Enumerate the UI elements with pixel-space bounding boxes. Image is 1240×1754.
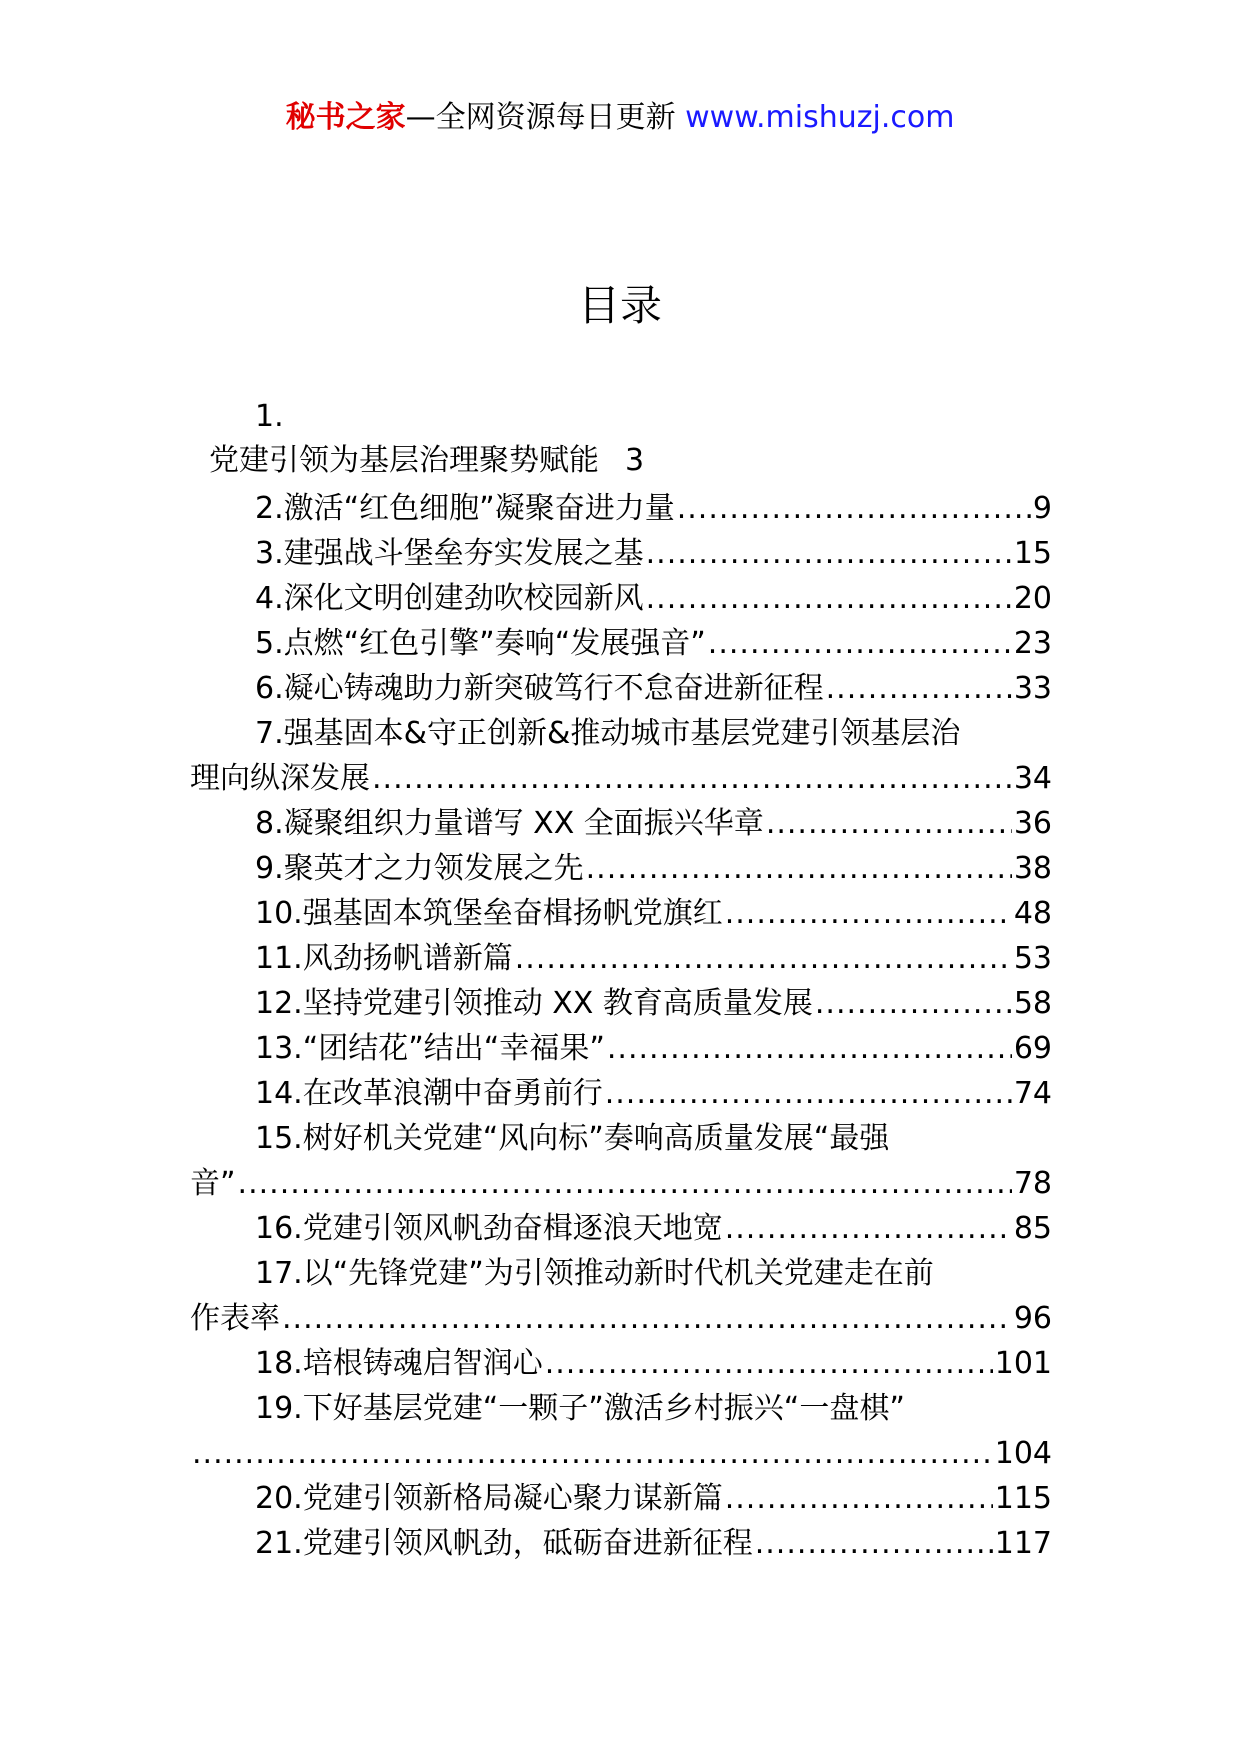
toc-dot-leader bbox=[755, 1521, 993, 1566]
toc-dot-leader bbox=[192, 1431, 993, 1476]
toc-entry-line bbox=[190, 711, 1052, 756]
toc-entry[interactable] bbox=[190, 981, 1052, 1026]
site-url-link[interactable]: www.mishuzj.com bbox=[685, 100, 955, 135]
toc-entry-title: 11.风劲扬帆谱新篇 bbox=[255, 941, 513, 976]
site-header bbox=[0, 98, 1240, 138]
toc-entry-title: 8.凝聚组织力量谱写 XX 全面振兴华章 bbox=[255, 806, 764, 841]
toc-entry-title: 14.在改革浪潮中奋勇前行 bbox=[255, 1076, 603, 1111]
toc-dot-leader bbox=[646, 531, 1012, 576]
toc-dot-leader bbox=[372, 756, 1012, 801]
toc-entry-title: 13.“团结花”结出“幸福果” bbox=[255, 1031, 605, 1066]
toc-entry[interactable] bbox=[190, 1206, 1052, 1251]
toc-entry-1-title: 党建引领为基层治理聚势赋能 bbox=[209, 443, 599, 478]
toc-entry-page: 20 bbox=[1013, 581, 1052, 616]
toc-entry[interactable] bbox=[190, 1521, 1052, 1566]
toc-dot-leader bbox=[826, 666, 1012, 711]
toc-entry-line bbox=[190, 1161, 1052, 1206]
toc-dot-leader bbox=[725, 1476, 993, 1521]
toc-entry-title: 18.培根铸魂启智润心 bbox=[255, 1346, 543, 1381]
toc-entry-line bbox=[190, 1251, 1052, 1296]
toc-entry[interactable] bbox=[190, 1071, 1052, 1116]
toc-entry-line bbox=[190, 891, 1052, 936]
toc-dot-leader bbox=[607, 1026, 1012, 1071]
toc-entry-title: 4.深化文明创建劲吹校园新风 bbox=[255, 581, 644, 616]
toc-dot-leader bbox=[725, 891, 1012, 936]
toc-entry-page: 53 bbox=[1013, 941, 1052, 976]
toc-entry[interactable] bbox=[190, 531, 1052, 576]
brand-name: 秘书之家 bbox=[285, 100, 406, 135]
toc-entry-line bbox=[190, 621, 1052, 666]
toc-entry-title: 10.强基固本筑堡垒奋楫扬帆党旗红 bbox=[255, 896, 723, 931]
toc-entry-line bbox=[190, 936, 1052, 981]
toc-entry-page: 58 bbox=[1013, 986, 1052, 1021]
toc-entry-title: 12.坚持党建引领推动 XX 教育高质量发展 bbox=[255, 986, 813, 1021]
toc-entry[interactable] bbox=[190, 1251, 1052, 1341]
toc-entry-page: 101 bbox=[994, 1346, 1052, 1381]
toc-entry-page: 115 bbox=[994, 1481, 1052, 1516]
toc-entry-line bbox=[190, 1386, 1052, 1431]
toc-entry-title: 理向纵深发展 bbox=[190, 761, 370, 796]
toc-entry-page: 69 bbox=[1013, 1031, 1052, 1066]
toc-entry-list bbox=[190, 486, 1052, 1566]
toc-entry-title: 2.激活“红色细胞”凝聚奋进力量 bbox=[255, 491, 675, 526]
toc-dot-leader bbox=[605, 1071, 1012, 1116]
toc-entry-title: 3.建强战斗堡垒夯实发展之基 bbox=[255, 536, 644, 571]
toc-entry-line bbox=[190, 1071, 1052, 1116]
toc-entry-page: 33 bbox=[1013, 671, 1052, 706]
toc-entry-page: 48 bbox=[1013, 896, 1052, 931]
toc-entry-page: 9 bbox=[1032, 491, 1052, 526]
toc-entry-title: 音” bbox=[190, 1166, 236, 1201]
toc-entry-line bbox=[190, 1296, 1052, 1341]
toc-entry-title: 5.点燃“红色引擎”奏响“发展强音” bbox=[255, 626, 706, 661]
toc-entry-1-number[interactable]: 1. bbox=[255, 399, 284, 434]
toc-entry-title: 6.凝心铸魂助力新突破笃行不怠奋进新征程 bbox=[255, 671, 824, 706]
toc-entry-line bbox=[190, 801, 1052, 846]
toc-entry-title: 9.聚英才之力领发展之先 bbox=[255, 851, 584, 886]
toc-entry-title: 19.下好基层党建“一颗子”激活乡村振兴“一盘棋” bbox=[255, 1391, 905, 1426]
toc-dot-leader bbox=[677, 486, 1031, 531]
toc-entry-line bbox=[190, 531, 1052, 576]
toc-entry-page: 104 bbox=[994, 1436, 1052, 1471]
toc-entry[interactable] bbox=[190, 1476, 1052, 1521]
toc-entry[interactable] bbox=[190, 621, 1052, 666]
toc-entry[interactable] bbox=[190, 711, 1052, 801]
toc-entry-page: 38 bbox=[1013, 851, 1052, 886]
toc-entry-line bbox=[190, 1116, 1052, 1161]
toc-entry-title: 16.党建引领风帆劲奋楫逐浪天地宽 bbox=[255, 1211, 723, 1246]
toc-entry-1[interactable] bbox=[190, 437, 1052, 484]
toc-dot-leader bbox=[238, 1161, 1012, 1206]
toc-entry-line bbox=[190, 1206, 1052, 1251]
header-slogan: —全网资源每日更新 bbox=[405, 100, 686, 135]
toc-entry-title: 作表率 bbox=[190, 1301, 280, 1336]
toc-entry[interactable] bbox=[190, 1116, 1052, 1206]
toc-dot-leader bbox=[545, 1341, 993, 1386]
toc-entry-line bbox=[190, 846, 1052, 891]
toc-dot-leader bbox=[766, 801, 1012, 846]
toc-entry[interactable] bbox=[190, 576, 1052, 621]
toc-entry[interactable] bbox=[190, 486, 1052, 531]
toc-entry[interactable] bbox=[190, 891, 1052, 936]
toc-entry-1-page: 3 bbox=[625, 443, 645, 478]
toc-entry-line bbox=[190, 756, 1052, 801]
table-of-contents bbox=[190, 400, 1052, 1566]
toc-entry-line bbox=[190, 666, 1052, 711]
toc-dot-leader bbox=[815, 981, 1012, 1026]
toc-entry-line bbox=[190, 1341, 1052, 1386]
toc-entry-line bbox=[190, 1521, 1052, 1566]
toc-entry-line bbox=[190, 981, 1052, 1026]
toc-entry-page: 117 bbox=[994, 1526, 1052, 1561]
toc-dot-leader bbox=[515, 936, 1012, 981]
toc-dot-leader bbox=[725, 1206, 1012, 1251]
toc-entry-page: 34 bbox=[1013, 761, 1052, 796]
toc-entry-page: 36 bbox=[1013, 806, 1052, 841]
toc-entry-page: 96 bbox=[1013, 1301, 1052, 1336]
toc-entry-line bbox=[190, 576, 1052, 621]
toc-entry-line bbox=[190, 486, 1052, 531]
toc-entry-title: 17.以“先锋党建”为引领推动新时代机关党建走在前 bbox=[255, 1256, 934, 1291]
toc-dot-leader bbox=[586, 846, 1012, 891]
toc-entry-title: 20.党建引领新格局凝心聚力谋新篇 bbox=[255, 1481, 723, 1516]
toc-entry-title: 21.党建引领风帆劲，砥砺奋进新征程 bbox=[255, 1526, 753, 1561]
toc-entry-page: 23 bbox=[1013, 626, 1052, 661]
toc-entry-line bbox=[190, 1026, 1052, 1071]
toc-entry-page: 74 bbox=[1013, 1076, 1052, 1111]
toc-entry[interactable] bbox=[190, 1026, 1052, 1071]
toc-entry[interactable] bbox=[190, 936, 1052, 981]
toc-entry-page: 15 bbox=[1013, 536, 1052, 571]
toc-entry[interactable] bbox=[190, 846, 1052, 891]
toc-entry-page: 78 bbox=[1013, 1166, 1052, 1201]
toc-entry[interactable] bbox=[190, 1341, 1052, 1386]
toc-dot-leader bbox=[282, 1296, 1012, 1341]
toc-entry-title: 15.树好机关党建“风向标”奏响高质量发展“最强 bbox=[255, 1121, 890, 1156]
toc-entry-line bbox=[190, 1431, 1052, 1476]
toc-dot-leader bbox=[708, 621, 1012, 666]
toc-entry[interactable] bbox=[190, 1386, 1052, 1476]
page-title: 目录 bbox=[577, 281, 662, 330]
toc-entry-title: 7.强基固本&守正创新&推动城市基层党建引领基层治 bbox=[255, 716, 961, 751]
toc-entry[interactable] bbox=[190, 666, 1052, 711]
toc-entry-page: 85 bbox=[1013, 1211, 1052, 1246]
toc-entry-line bbox=[190, 1476, 1052, 1521]
toc-entry[interactable] bbox=[190, 801, 1052, 846]
toc-dot-leader bbox=[646, 576, 1012, 621]
